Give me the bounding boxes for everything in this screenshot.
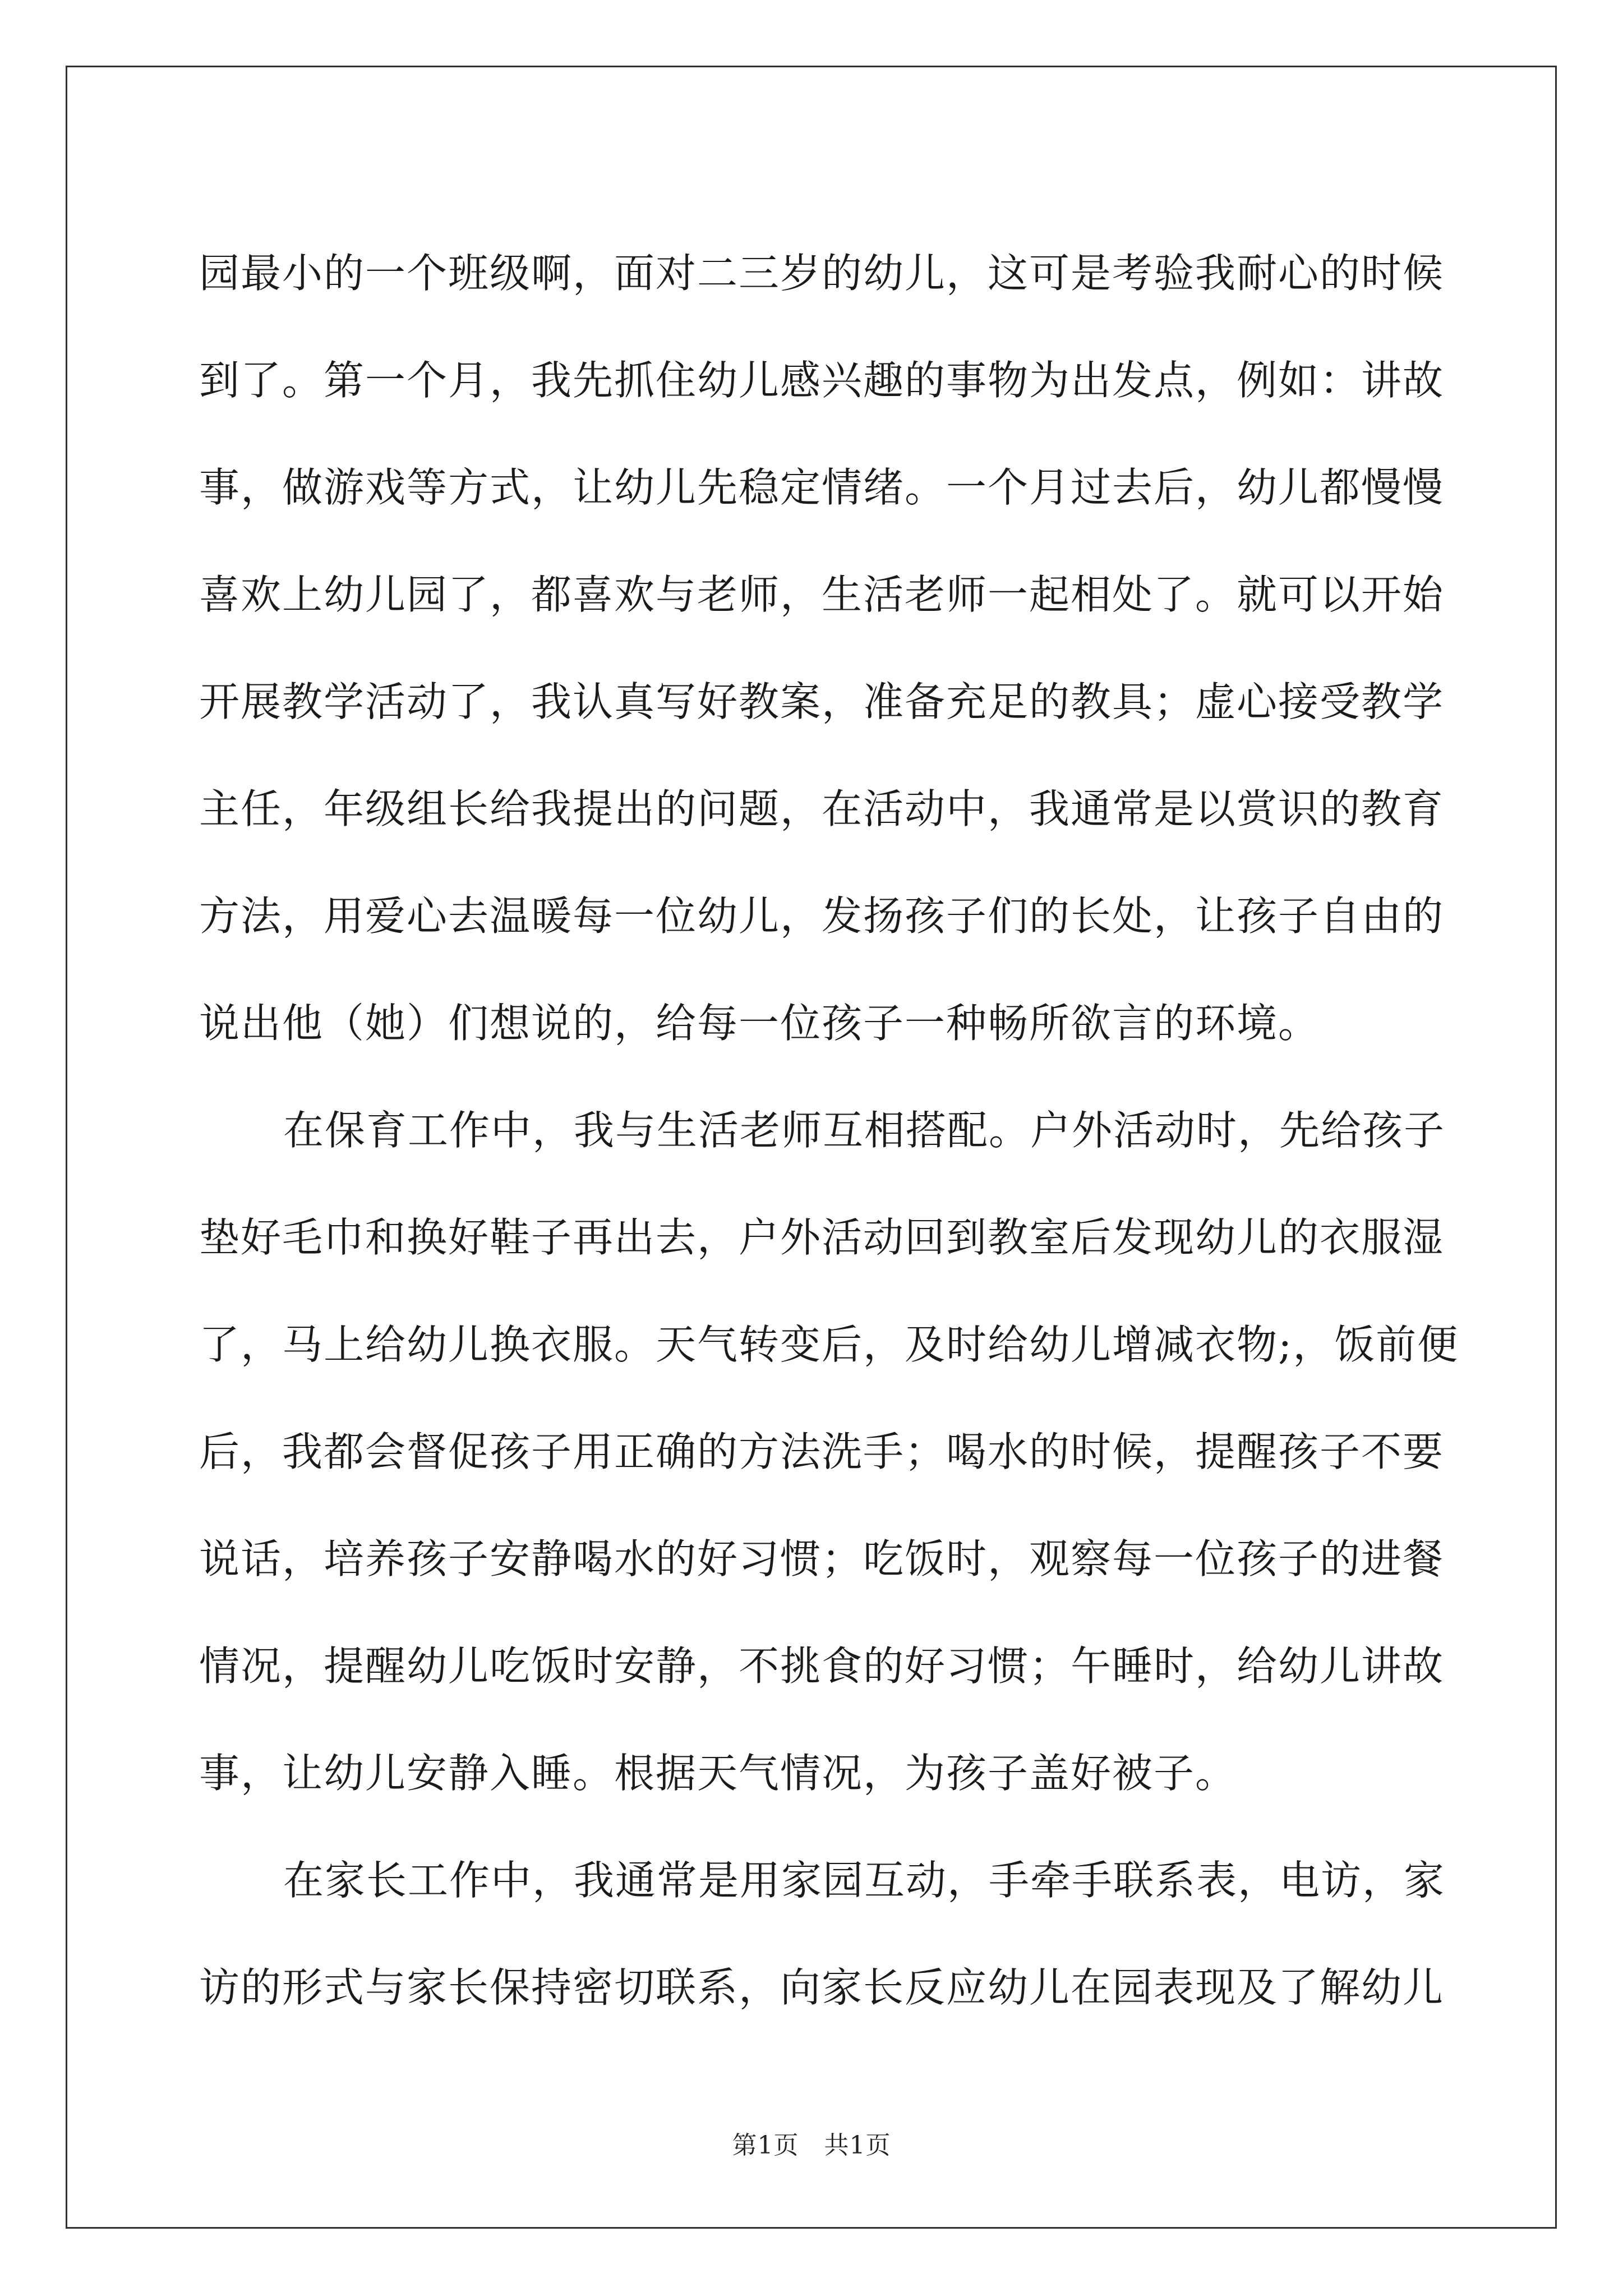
text-line: 喜欢上幼儿园了，都喜欢与老师，生活老师一起相处了。就可以开始: [199, 571, 1445, 618]
text-line: 后，我都会督促孩子用正确的方法洗手；喝水的时候，提醒孩子不要: [199, 1428, 1445, 1475]
text-line: 到了。第一个月，我先抓住幼儿感兴趣的事物为出发点，例如：讲故: [199, 357, 1445, 404]
page-number-footer: 第1页 共1页: [732, 2131, 891, 2160]
text-line: 情况，提醒幼儿吃饭时安静，不挑食的好习惯；午睡时，给幼儿讲故: [199, 1642, 1445, 1690]
text-line: 说出他（她）们想说的，给每一位孩子一种畅所欲言的环境。: [199, 1000, 1320, 1047]
paragraph-1: [199, 220, 1445, 1077]
paragraph-2: [199, 1077, 1459, 1827]
text-line: 主任，年级组长给我提出的问题，在活动中，我通常是以赏识的教育: [199, 785, 1445, 832]
paragraph-3: [199, 1827, 1446, 2041]
document-body: [199, 220, 1459, 2041]
text-line: 垫好毛巾和换好鞋子再出去，户外活动回到教室后发现幼儿的衣服湿: [199, 1214, 1445, 1261]
text-line: 方法，用爱心去温暖每一位幼儿，发扬孩子们的长处，让孩子自由的: [199, 892, 1445, 940]
text-line: 事，让幼儿安静入睡。根据天气情况，为孩子盖好被子。: [199, 1750, 1237, 1797]
text-line: 了，马上给幼儿换衣服。天气转变后，及时给幼儿增减衣物;，饭前便: [199, 1321, 1459, 1368]
text-line: 在保育工作中，我与生活老师互相搭配。户外活动时，先给孩子: [283, 1107, 1446, 1154]
text-line: 说话，培养孩子安静喝水的好习惯；吃饭时，观察每一位孩子的进餐: [199, 1535, 1445, 1582]
text-line: 访的形式与家长保持密切联系，向家长反应幼儿在园表现及了解幼儿: [199, 1964, 1445, 2011]
text-line: 园最小的一个班级啊，面对二三岁的幼儿，这可是考验我耐心的时候: [199, 250, 1445, 297]
text-line: 在家长工作中，我通常是用家园互动，手牵手联系表，电访，家: [283, 1857, 1446, 1904]
text-line: 开展教学活动了，我认真写好教案，准备充足的教具；虚心接受教学: [199, 678, 1445, 725]
text-line: 事，做游戏等方式，让幼儿先稳定情绪。一个月过去后，幼儿都慢慢: [199, 464, 1445, 511]
